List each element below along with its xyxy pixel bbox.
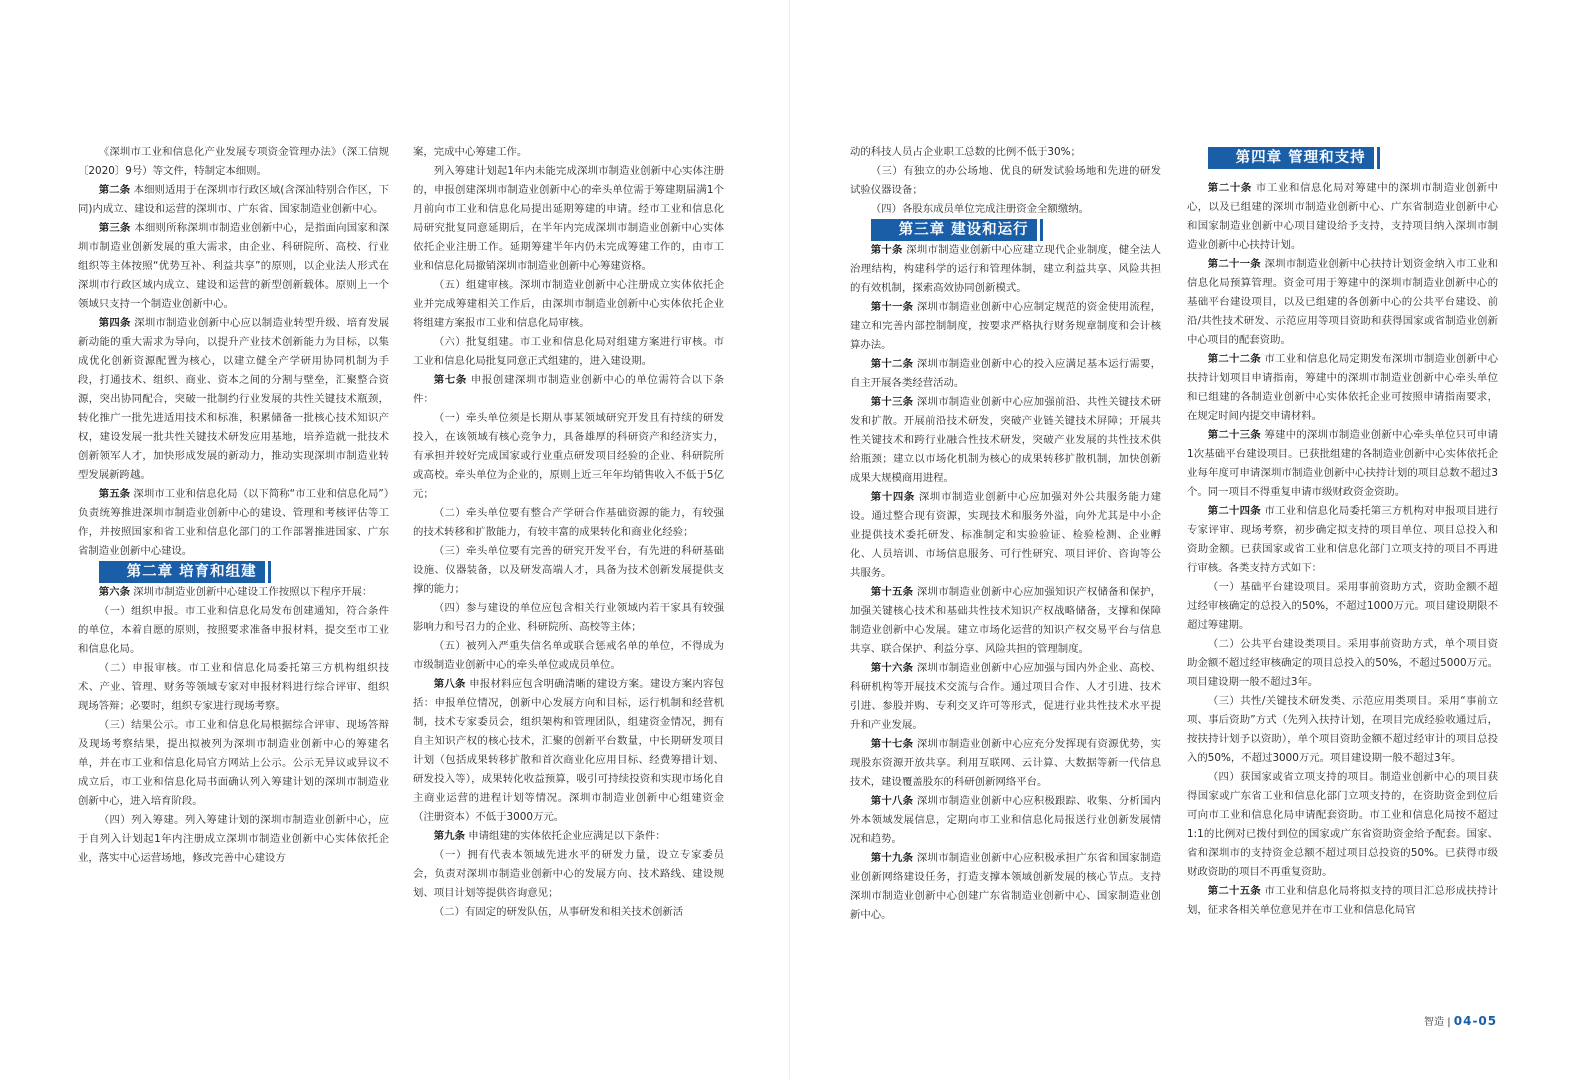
column-3 xyxy=(850,143,1161,925)
article-text: 申请组建的实体依托企业应满足以下条件： xyxy=(468,830,666,842)
article-number: 第十四条 xyxy=(870,491,915,503)
article-text: 深圳市制造业创新中心的投入应满足基本运行需要，自主开展各类经营活动。 xyxy=(850,358,1161,389)
article-text: 深圳市制造业创新中心应加强前沿、共性关键技术研发和扩散。开展前沿技术研发，突破产业链关键技术屏障；开展共性关键技术和跨行业融合性技术研发，突破产业发展的共性技术供给瓶颈；建立以市场化机制为核心的成果转移扩散机制，加快创新成果大规模商用进程。 xyxy=(850,396,1161,484)
paragraph: （二）公共平台建设类项目。采用事前资助方式，单个项目资助金额不超过经审核确定的项目总投入的50%，不超过5000万元。项目建设期一般不超过3年。 xyxy=(1187,638,1498,688)
article-paragraph xyxy=(78,181,389,219)
article-text: 深圳市制造业创新中心应积极承担广东省和国家制造业创新网络建设任务，打造支撑本领域创新发展的核心节点。支持深圳市制造业创新中心创建广东省制造业创新中心、国家制造业创新中心。 xyxy=(850,852,1161,921)
paragraph: （四）各股东成员单位完成注册资金全额缴纳。 xyxy=(870,203,1089,215)
article-number: 第十七条 xyxy=(870,738,914,750)
article-number: 第十条 xyxy=(870,244,903,256)
article-paragraph xyxy=(1187,502,1498,578)
paragraph: （二）申报审核。市工业和信息化局委托第三方机构组织技术、产业、管理、财务等领域专家对申报材料进行综合评审、组织现场答辩；必要时，组织专家进行现场考察。 xyxy=(78,662,389,712)
article-paragraph xyxy=(850,355,1161,393)
paragraph: （五）组建审核。深圳市制造业创新中心注册成立实体依托企业并完成筹建相关工作后，由深圳市制造业创新中心实体依托企业将组建方案报市工业和信息化局审核。 xyxy=(413,279,724,329)
continued-paragraph: 动的科技人员占企业职工总数的比例不低于30%； xyxy=(850,146,1081,158)
paragraph: （六）批复组建。市工业和信息化局对组建方案进行审核。市工业和信息化局批复同意正式组建的，进入建设期。 xyxy=(413,336,724,367)
paragraph: （四）列入筹建。列入筹建计划的深圳市制造业创新中心，应于自列入计划起1年内注册成立深圳市制造业创新中心实体依托企业，落实中心运营场地，修改完善中心建设方 xyxy=(78,814,389,864)
paragraph: （四）参与建设的单位应包含相关行业领域内若干家具有较强影响力和号召力的企业、科研院所、高校等主体； xyxy=(413,602,724,633)
article-paragraph xyxy=(1187,882,1498,920)
article-number: 第十五条 xyxy=(870,586,914,598)
article-number: 第十一条 xyxy=(870,301,914,313)
article-text: 深圳市工业和信息化局（以下简称“市工业和信息化局”）负责统筹推进深圳市制造业创新中心的建设、管理和考核评估等工作，并按照国家和省工业和信息化部门的工作部署推进国家、广东省制造业创新中心建设。 xyxy=(78,488,389,557)
article-paragraph xyxy=(850,241,1161,298)
chapter-heading: 第四章 管理和支持 xyxy=(1208,147,1377,169)
article-paragraph xyxy=(1187,350,1498,426)
paragraph: （三）共性/关键技术研发类、示范应用类项目。采用“事前立项、事后资助”方式（先列入扶持计划，在项目完成经验收通过后，按扶持计划予以资助），单个项目资助金额不超过经审计的项目总投入的50%，不超过3000万元。项目建设期一般不超过3年。 xyxy=(1187,695,1498,764)
article-paragraph xyxy=(78,485,389,561)
article-number: 第二十一条 xyxy=(1207,258,1261,270)
article-paragraph xyxy=(413,675,724,827)
article-paragraph xyxy=(850,792,1161,849)
chapter-heading: 第三章 建设和运行 xyxy=(871,219,1040,241)
article-paragraph xyxy=(78,219,389,314)
column-2 xyxy=(413,143,724,922)
article-text: 深圳市制造业创新中心扶持计划资金纳入市工业和信息化局预算管理。资金可用于筹建中的深圳市制造业创新中心的基础平台建设项目，以及已组建的各创新中心的公共平台建设、前沿/共性技术研发、示范应用等项目资助和获得国家或省制造业创新中心项目的配套资助。 xyxy=(1187,258,1498,346)
article-text: 深圳市制造业创新中心应加强对外公共服务能力建设。通过整合现有资源，实现技术和服务外溢，向外尤其是中小企业提供技术委托研发、标准制定和实验验证、检验检测、企业孵化、人员培训、市场信息服务、可行性研究、项目评价、咨询等公共服务。 xyxy=(850,491,1161,579)
article-text: 市工业和信息化局对筹建中的深圳市制造业创新中心，以及已组建的深圳市制造业创新中心、广东省制造业创新中心和国家制造业创新中心项目建设给予支持，支持项目纳入深圳市制造业创新中心扶持计划。 xyxy=(1187,182,1498,251)
article-number: 第五条 xyxy=(98,488,131,500)
article-paragraph xyxy=(78,583,389,602)
article-number: 第三条 xyxy=(98,222,131,234)
magazine-name: 智造 xyxy=(1424,1017,1444,1028)
article-paragraph xyxy=(1187,426,1498,502)
article-text: 筹建中的深圳市制造业创新中心牵头单位只可申请1次基础平台建设项目。已获批组建的各制造业创新中心实体依托企业每年度可申请深圳市制造业创新中心扶持计划的项目总数不超过3个。同一项目不得重复申请市级财政资金资助。 xyxy=(1187,429,1498,498)
article-text: 申报创建深圳市制造业创新中心的单位需符合以下条件： xyxy=(413,374,724,405)
article-text: 深圳市制造业创新中心应积极跟踪、收集、分析国内外本领域发展信息，定期向市工业和信息化局报送行业创新发展情况和趋势。 xyxy=(850,795,1161,845)
article-text: 深圳市制造业创新中心应加强知识产权储备和保护，加强关键核心技术和基础共性技术知识产权战略储备，支撑和保障制造业创新中心发展。建立市场化运营的知识产权交易平台与信息共享、联合保护、利益分享、风险共担的管理制度。 xyxy=(850,586,1161,655)
article-text: 深圳市制造业创新中心应建立现代企业制度，健全法人治理结构，构建科学的运行和管理体制，建立利益共享、风险共担的有效机制，探索高效协同创新模式。 xyxy=(850,244,1161,294)
paragraph: （一）牵头单位须是长期从事某领域研究开发且有持续的研发投入，在该领域有核心竞争力，具备雄厚的科研资产和经济实力，有承担并较好完成国家或行业重点研发项目经验的企业、科研院所或高校。牵头单位为企业的，原则上近三年年均销售收入不低于5亿元； xyxy=(413,412,724,500)
paragraph: （三）有独立的办公场地、优良的研发试验场地和先进的研发试验仪器设备； xyxy=(850,165,1161,196)
article-paragraph xyxy=(413,827,724,846)
article-text: 申报材料应包含明确清晰的建设方案。建设方案内容包括：申报单位情况，创新中心发展方向和目标，运行机制和经营机制，技术专家委员会，组织架构和管理团队，组建资金情况，拥有自主知识产权的核心技术，汇聚的创新平台数量，中长期研发项目计划（包括成果转移扩散和首次商业化应用目标、经费筹措计划、研发投入等），成果转化收益预算，吸引可持续投资和实现市场化自主商业运营的进程计划等情况。深圳市制造业创新中心组建资金（注册资本）不低于3000万元。 xyxy=(413,678,724,823)
article-number: 第二十二条 xyxy=(1207,353,1261,365)
article-text: 深圳市制造业创新中心应充分发挥现有资源优势，实现股东资源开放共享。利用互联网、云计算、大数据等新一代信息技术，建设覆盖股东的科研创新网络平台。 xyxy=(850,738,1161,788)
article-paragraph xyxy=(78,314,389,485)
article-text: 市工业和信息化局委托第三方机构对申报项目进行专家评审、现场考察，初步确定拟支持的项目单位、项目总投入和资助金额。已获国家或省工业和信息化部门立项支持的项目不再进行审核。各类支持方式如下： xyxy=(1187,505,1498,574)
article-number: 第六条 xyxy=(98,586,130,598)
chapter-heading-wrap xyxy=(1187,147,1498,169)
article-text: 本细则适用于在深圳市行政区域(含深汕特别合作区，下同)内成立、建设和运营的深圳市、广东省、国家制造业创新中心。 xyxy=(78,184,389,215)
chapter-heading-wrap xyxy=(850,219,1161,241)
article-text: 深圳市制造业创新中心应以制造业转型升级、培育发展新动能的重大需求为导向，以提升产业技术创新能力为目标，以集成优化创新资源配置为核心，以建立健全产学研用协同机制为手段，打通技术、组织、商业、资本之间的分割与壁垒，汇聚整合资源，突出协同配合，突破一批制约行业发展的共性关键技术瓶颈，转化推广一批先进适用技术和标准，积累储备一批核心技术知识产权，建设发展一批共性关键技术研发应用基地，培养造就一批技术创新领军人才，加快形成发展的新动力，推动实现深圳市制造业转型发展新跨越。 xyxy=(78,317,389,481)
article-number: 第二十五条 xyxy=(1207,885,1261,897)
article-number: 第二十四条 xyxy=(1207,505,1261,517)
paragraph: （二）有固定的研发队伍，从事研发和相关技术创新活 xyxy=(433,906,684,918)
article-text: 市工业和信息化局定期发布深圳市制造业创新中心扶持计划项目申请指南，筹建中的深圳市制造业创新中心牵头单位和已组建的各制造业创新中心实体依托企业可按照申请指南要求，在规定时间内提交申请材料。 xyxy=(1187,353,1498,422)
article-text: 深圳市制造业创新中心建设工作按照以下程序开展： xyxy=(133,586,373,598)
chapter-heading-wrap xyxy=(78,561,389,583)
paragraph: （一）组织申报。市工业和信息化局发布创建通知，符合条件的单位，本着自愿的原则，按照要求准备申报材料，提交至市工业和信息化局。 xyxy=(78,605,389,655)
article-paragraph xyxy=(850,849,1161,925)
paragraph: （四）获国家或省立项支持的项目。制造业创新中心的项目获得国家或广东省工业和信息化部门立项支持的，在资助资金到位后可向市工业和信息化局申请配套资助。市工业和信息化局按不超过1:1的比例对已拨付到位的国家或广东省资助资金给予配套。国家、省和深圳市的支持资金总额不超过项目总投资的50%。已获得市级财政资助的项目不再重复资助。 xyxy=(1187,771,1498,878)
article-paragraph xyxy=(1187,255,1498,350)
article-paragraph xyxy=(1187,179,1498,255)
article-paragraph xyxy=(850,659,1161,735)
article-paragraph xyxy=(850,298,1161,355)
page-footer xyxy=(1424,1013,1497,1028)
continued-paragraph: 案，完成中心筹建工作。 xyxy=(413,146,528,158)
page-fold xyxy=(789,0,790,1079)
chapter-heading: 第二章 培育和组建 xyxy=(99,561,268,583)
article-number: 第二十条 xyxy=(1207,182,1252,194)
paragraph: （三）结果公示。市工业和信息化局根据综合评审、现场答辩及现场考察结果，提出拟被列为深圳市制造业创新中心的筹建名单，并在市工业和信息化局官方网站上公示。公示无异议或异议不成立后，市工业和信息化局书面确认列入筹建计划的深圳市制造业创新中心，进入培育阶段。 xyxy=(78,719,389,807)
paragraph: 列入筹建计划起1年内未能完成深圳市制造业创新中心实体注册的，申报创建深圳市制造业创新中心的牵头单位需于筹建期届满1个月前向市工业和信息化局提出延期筹建的申请。经市工业和信息化局研究批复同意延期后，在半年内完成深圳市制造业创新中心实体依托企业注册工作。延期筹建半年内仍未完成筹建工作的，由市工业和信息化局撤销深圳市制造业创新中心筹建资格。 xyxy=(413,165,724,272)
article-number: 第十八条 xyxy=(870,795,914,807)
article-number: 第二条 xyxy=(98,184,131,196)
paragraph: （二）牵头单位要有整合产学研合作基础资源的能力，有较强的技术转移和扩散能力，有较丰富的成果转化和商业化经验； xyxy=(413,507,724,538)
article-number: 第二十三条 xyxy=(1207,429,1261,441)
article-paragraph xyxy=(850,393,1161,488)
article-paragraph xyxy=(413,371,724,409)
article-number: 第四条 xyxy=(98,317,131,329)
article-number: 第十九条 xyxy=(870,852,914,864)
article-number: 第十六条 xyxy=(870,662,914,674)
article-text: 本细则所称深圳市制造业创新中心，是指面向国家和深圳市制造业创新发展的重大需求，由企业、科研院所、高校、行业组织等主体按照“优势互补、利益共享”的原则，以企业法人形式在深圳市行政区域内成立、建设和运营的新型创新载体。原则上一个领域只支持一个制造业创新中心。 xyxy=(78,222,389,310)
paragraph: （三）牵头单位要有完善的研究开发平台，有先进的科研基础设施、仪器装备，以及研发高端人才，具备为技术创新发展提供支撑的能力； xyxy=(413,545,724,595)
paragraph: （一）拥有代表本领域先进水平的研发力量，设立专家委员会，负责对深圳市制造业创新中心的发展方向、技术路线、建设规划、项目计划等提供咨询意见； xyxy=(413,849,724,899)
article-paragraph xyxy=(850,488,1161,583)
article-paragraph xyxy=(850,735,1161,792)
article-number: 第七条 xyxy=(433,374,467,386)
article-paragraph xyxy=(850,583,1161,659)
article-number: 第十三条 xyxy=(870,396,914,408)
article-number: 第八条 xyxy=(433,678,466,690)
page-numbers: 04-05 xyxy=(1453,1014,1498,1028)
column-4 xyxy=(1187,147,1498,920)
article-text: 深圳市制造业创新中心应加强与国内外企业、高校、科研机构等开展技术交流与合作。通过项目合作、人才引进、技术引进、参股并购、专利交叉许可等形式，促进行业共性技术水平提升和产业发展。 xyxy=(850,662,1161,731)
article-number: 第十二条 xyxy=(870,358,914,370)
paragraph: （一）基础平台建设项目。采用事前资助方式，资助金额不超过经审核确定的总投入的50%，不超过1000万元。项目建设期限不超过筹建期。 xyxy=(1187,581,1498,631)
article-number: 第九条 xyxy=(433,830,465,842)
footer-separator: | xyxy=(1447,1017,1451,1028)
article-text: 市工业和信息化局将拟支持的项目汇总形成扶持计划，征求各相关单位意见并在市工业和信息化局官 xyxy=(1187,885,1498,916)
paragraph: （五）被列入严重失信名单或联合惩戒名单的单位，不得成为市级制造业创新中心的牵头单位或成员单位。 xyxy=(413,640,724,671)
paragraph: 《深圳市工业和信息化产业发展专项资金管理办法》（深工信规〔2020〕9号）等文件，特制定本细则。 xyxy=(78,146,389,177)
article-text: 深圳市制造业创新中心应制定规范的资金使用流程，建立和完善内部控制制度，按要求严格执行财务规章制度和会计核算办法。 xyxy=(850,301,1161,351)
column-1 xyxy=(78,143,389,868)
